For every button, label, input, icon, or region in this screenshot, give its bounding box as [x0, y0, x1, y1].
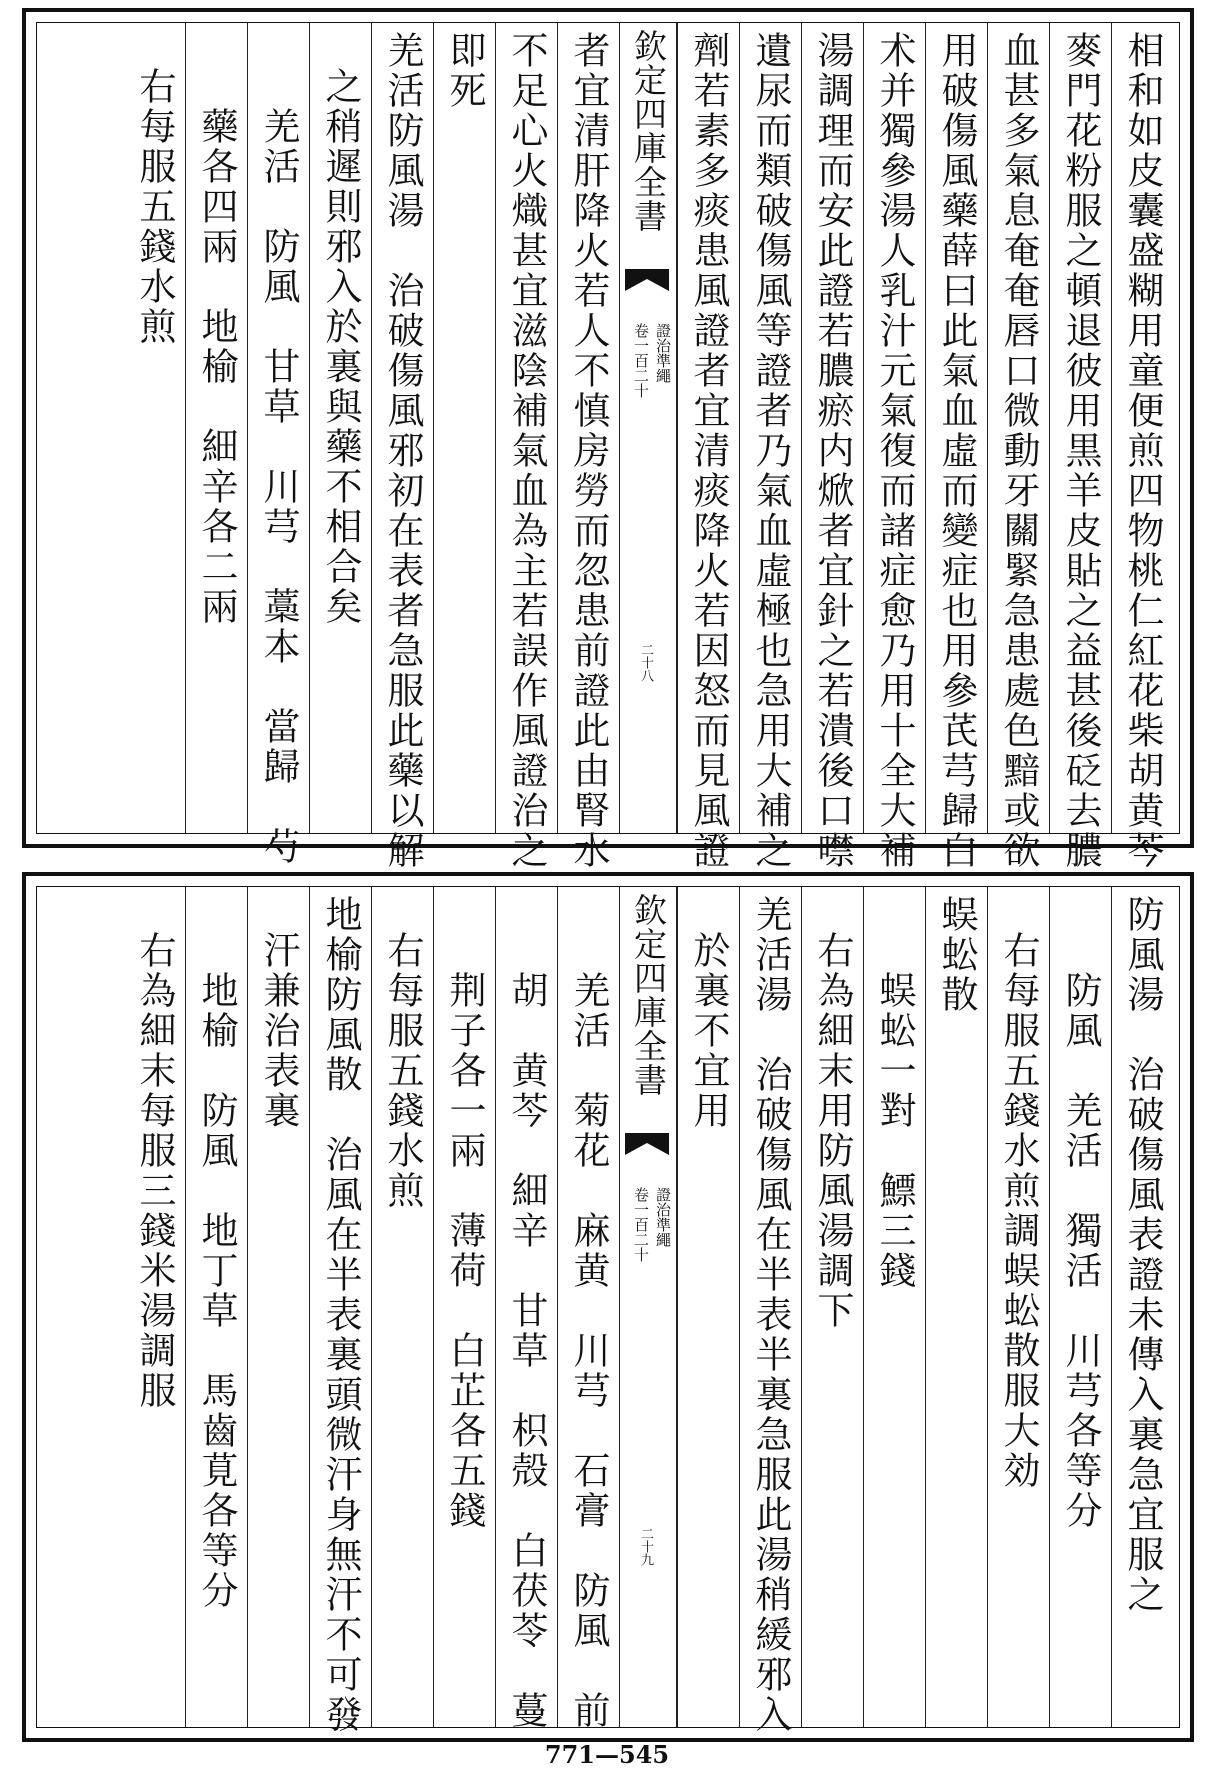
- fish-tail-mark-icon: [623, 1131, 671, 1157]
- text-column: [1049, 887, 1111, 1727]
- column-text: 右每服五錢水煎調蜈蚣散服大効: [997, 931, 1040, 1491]
- column-text: 蜈蚣散: [935, 895, 978, 1015]
- text-column: [495, 887, 557, 1731]
- text-column: [739, 887, 801, 1735]
- column-text: 胡 黄芩 細辛 甘草 枳殻 白茯苓 蔓: [505, 971, 548, 1731]
- text-column: [309, 23, 371, 833]
- text-column: [185, 887, 247, 1727]
- text-column: [801, 887, 863, 1727]
- column-text: 用破傷風藥薛曰此氣血虛而變症也用參芪芎歸白: [935, 31, 978, 871]
- column-text: 地榆 防風 地丁草 馬齒莧各等分: [195, 971, 238, 1611]
- column-text: 羌活 防風 甘草 川芎 藁本 當歸 芍: [257, 107, 300, 867]
- column-text: 荆子各一兩 薄荷 白芷各五錢: [443, 971, 486, 1531]
- text-column: [123, 887, 185, 1727]
- column-text: 羌活防風湯 治破傷風邪初在表者急服此藥以解: [381, 31, 424, 871]
- column-text: 防風湯 治破傷風表證未傳入裏急宜服之: [1121, 895, 1164, 1615]
- text-column: [247, 23, 309, 867]
- top-page: [22, 8, 1194, 871]
- text-column: [433, 887, 495, 1727]
- column-text: 蜈蚣一對 鰾三錢: [873, 971, 916, 1291]
- page-number: 二十九: [638, 1527, 653, 1566]
- column-text: 右為細末每服三錢米湯調服: [133, 931, 176, 1411]
- juan-number: 卷一百二十: [632, 1187, 650, 1262]
- page-number: 二十八: [638, 643, 653, 682]
- text-column: [309, 887, 371, 1735]
- folio-number: 771—545: [544, 1740, 670, 1769]
- book-title: 欽定四庫全書: [629, 29, 668, 233]
- column-text: 右為細末用防風湯調下: [811, 931, 854, 1331]
- column-text: 右每服五錢水煎: [133, 67, 176, 347]
- text-column: [495, 23, 557, 871]
- text-column: [557, 23, 619, 871]
- text-column: [925, 23, 987, 871]
- text-column: [863, 887, 925, 1727]
- text-column: [1111, 23, 1173, 871]
- text-column: [1049, 23, 1111, 871]
- column-text: 之稍遲則邪入於裏與藥不相合矣: [319, 67, 362, 627]
- column-text: 即死: [443, 31, 486, 111]
- text-column: [1111, 887, 1173, 1727]
- column-text: 相和如皮囊盛糊用童便煎四物桃仁紅花柴胡黄芩: [1121, 31, 1164, 871]
- book-subtitle: [624, 1187, 674, 1262]
- juan-number: 卷一百二十: [632, 323, 650, 398]
- book-name: 證治準繩: [654, 1187, 672, 1247]
- top-page-frame: [36, 22, 1180, 871]
- column-text: 右每服五錢水煎: [381, 931, 424, 1211]
- text-column: [925, 887, 987, 1727]
- column-text: 藥各四兩 地榆 細辛各二兩: [195, 107, 238, 627]
- bottom-page-frame: [36, 886, 1180, 1735]
- center-fold: [619, 23, 677, 833]
- text-column: [677, 887, 739, 1727]
- text-column: [371, 887, 433, 1727]
- book-name: 證治準繩: [654, 323, 672, 383]
- text-column: [123, 23, 185, 833]
- column-text: 劑若素多痰患風證者宜清痰降火若因怒而見風證: [687, 31, 730, 871]
- text-column: [739, 23, 801, 871]
- column-text: 地榆防風散 治風在半表裏頭微汗身無汗不可發: [319, 895, 362, 1735]
- column-text: 羌活湯 治破傷風在半表半裏急服此湯稍緩邪入: [749, 895, 792, 1735]
- book-title: 欽定四庫全書: [629, 893, 668, 1097]
- text-column: [371, 23, 433, 871]
- column-text: 湯調理而安此證若膿瘀内焮者宜針之若潰後口噤: [811, 31, 854, 871]
- text-column: [801, 23, 863, 871]
- column-text: 防風 羌活 獨活 川芎各等分: [1059, 971, 1102, 1531]
- text-column: [987, 887, 1049, 1727]
- text-column: [247, 887, 309, 1727]
- center-fold: [619, 887, 677, 1727]
- fish-tail-mark-icon: [623, 267, 671, 293]
- column-text: 者宜清肝降火若人不慎房勞而忽患前證此由腎水: [567, 31, 610, 871]
- text-column: [185, 23, 247, 833]
- column-text: 血甚多氣息奄奄唇口微動牙關緊急患處色黯或欲: [997, 31, 1040, 871]
- column-text: 遺尿而類破傷風等證者乃氣血虛極也急用大補之: [749, 31, 792, 871]
- text-column: [433, 23, 495, 833]
- column-text: 术并獨參湯人乳汁元氣復而諸症愈乃用十全大補: [873, 31, 916, 871]
- column-text: 於裏不宜用: [687, 931, 730, 1131]
- column-text: 麥門花粉服之頓退彼用黒羊皮貼之益甚後砭去膿: [1059, 31, 1102, 871]
- column-text: 汗兼治表裏: [257, 931, 300, 1131]
- text-column: [557, 887, 619, 1731]
- text-column: [987, 23, 1049, 871]
- text-column: [677, 23, 739, 871]
- column-text: 不足心火熾甚宜滋陰補氣血為主若誤作風證治之: [505, 31, 548, 871]
- bottom-page: [22, 872, 1194, 1742]
- book-subtitle: [624, 323, 674, 398]
- column-text: 羌活 菊花 麻黄 川芎 石膏 防風 前: [567, 971, 610, 1731]
- text-column: [863, 23, 925, 871]
